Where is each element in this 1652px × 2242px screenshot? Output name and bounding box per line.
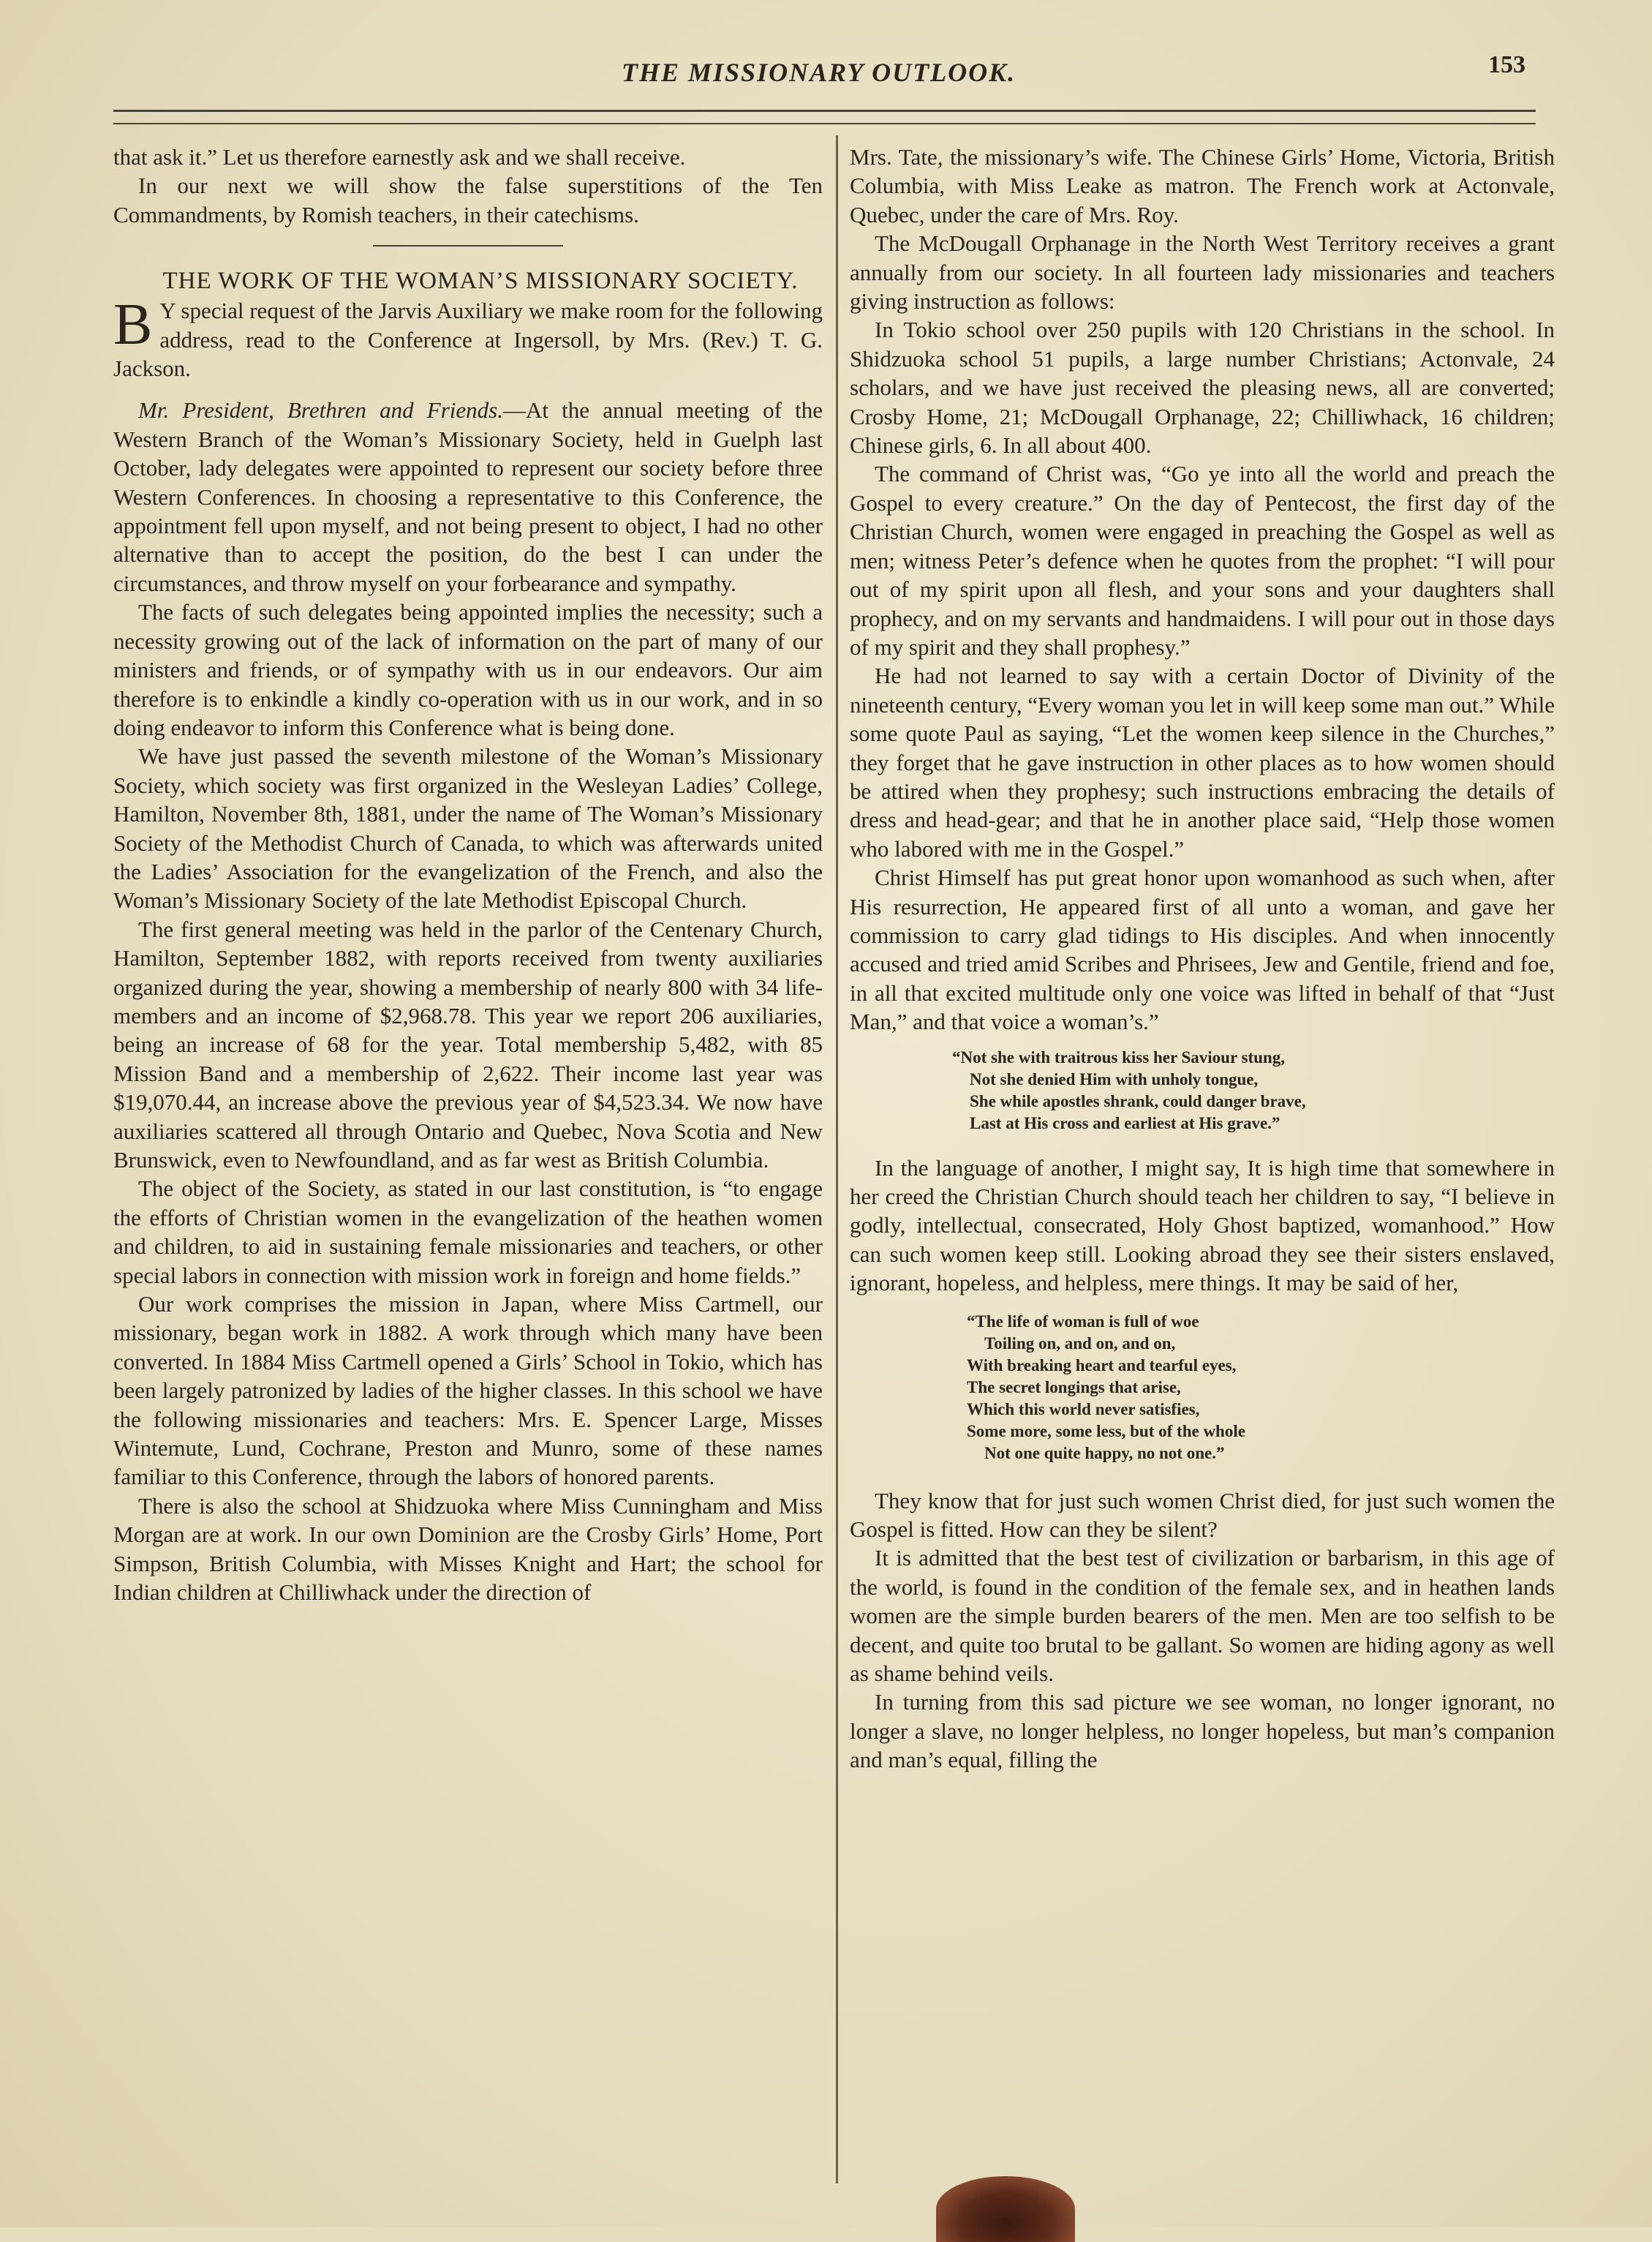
body-paragraph: Christ Himself has put great honor upon womanhood as such when, after His resurrection, He appeared first of all unto a woman, and gave her commission to carry glad tidings to His disciples. And when innocently accused and tried amid Scribes and Phrisees, Jew and Gentile, friend and foe, in all that excited multitude only one voice was lifted in behalf of that “Just Man,” and that voice a woman’s.” <box>850 865 1555 1035</box>
body-paragraph: The McDougall Orphanage in the North West Territory receives a grant annually from our society. In all fourteen lady missionaries and teachers giving instruction as follows: <box>850 230 1555 315</box>
poem-line: The secret longings that arise, <box>967 1377 1181 1396</box>
running-title: THE MISSIONARY OUTLOOK. <box>622 58 1017 87</box>
body-paragraph: The command of Christ was, “Go ye into all the world and preach the Gospel to every creature.” On the day of Pentecost, the first day of the Christian Church, women were engaged in preaching the Gospel as well as men; witness Peter’s defence when he quotes from the prophet: “I will pour out of my spirit upon all flesh, and your sons and your daughters shall prophecy, and on my servants and handmaidens. I will pour out in those days of my spirit and they shall prophesy.” <box>850 461 1555 660</box>
poem-line: Last at His cross and earliest at His grave.” <box>970 1113 1281 1132</box>
poem-line: Toiling on, and on, and on, <box>984 1333 1176 1353</box>
poem-quote <box>850 1047 1555 1135</box>
body-paragraph: Our work comprises the mission in Japan, where Miss Cartmell, our missionary, began work in 1882. A work through which many have been converted. In 1884 Miss Cartmell opened a Girls’ School in Tokio, which has been largely patronized by ladies of the higher classes. In this school we have the following missionaries and teachers: Mrs. E. Spencer Large, Misses Wintemute, Lund, Cochrane, Preston and Munro, some of these names familiar to this Conference, through the labors of honored parents. <box>113 1291 823 1490</box>
drop-cap: B <box>113 293 153 358</box>
header-rule-bottom <box>113 123 1536 124</box>
intro-paragraph: that ask it.” Let us therefore earnestly ask and we shall receive. <box>113 144 686 170</box>
page-number: 153 <box>1488 51 1525 78</box>
body-paragraph: He had not learned to say with a certain Doctor of Divinity of the nineteenth century, “Every woman you let in will keep some man out.” While some quote Paul as saying, “Let the women keep silence in the Churches,” they forget that he gave instruction in other places as to how women should be attired when they prophesy; such instructions embracing the details of dress and head-gear; and that he in another place said, “Help those women who labored with me in the Gospel.” <box>850 663 1555 862</box>
section-divider <box>373 245 563 247</box>
body-paragraph: In Tokio school over 250 pupils with 120 Christians in the school. In Shidzuoka school 51 pupils, a large number Christians; Actonvale, 24 scholars, and we have just received the pleasing news, all are converted; Crosby Home, 21; McDougall Orphanage, 22; Chilliwhack, 16 children; Chinese girls, 6. In all about 400. <box>850 317 1555 459</box>
poem-line: With breaking heart and tearful eyes, <box>967 1355 1237 1374</box>
body-paragraph: The facts of such delegates being appointed implies the necessity; such a necessity growing out of the lack of information on the part of many of our ministers and friends, or of sympathy with us in our endeavors. Our aim therefore is to enkindle a kindly co-operation with us in our work, and in so doing endeavor to inform this Conference what is being done. <box>113 599 823 740</box>
left-column <box>113 143 823 1607</box>
right-column <box>850 143 1555 1775</box>
body-paragraph: The object of the Society, as stated in our last constitution, is “to engage the efforts of Christian women in the evangelization of the heathen women and children, to aid in sustaining female missionaries and teachers, or other special labors in connection with mission work in foreign and home fields.” <box>113 1175 823 1288</box>
body-paragraph: They know that for just such women Christ died, for just such women the Gospel is fitted. How can they be silent? <box>850 1487 1555 1543</box>
article-title: THE WORK OF THE WOMAN’S MISSIONARY SOCIETY. <box>162 268 799 295</box>
body-paragraph: We have just passed the seventh milestone of the Woman’s Missionary Society, which society was first organized in the Wesleyan Ladies’ College, Hamilton, November 8th, 1881, under the name of The Woman’s Missionary Society of the Methodist Church of Canada, to which was afterwards united the Ladies’ Association for the evangelization of the French, and also the Woman’s Missionary Society of the late Methodist Episcopal Church. <box>113 743 823 914</box>
body-paragraph: It is admitted that the best test of civilization or barbarism, in this age of the world, is found in the condition of the female sex, and in heathen lands women are the simple burden bearers of the men. Men are too selfish to be decent, and quite too brutal to be gallant. So women are hiding agony as well as shame behind veils. <box>850 1545 1555 1687</box>
poem-line: “The life of woman is full of woe <box>967 1312 1199 1331</box>
poem-line: “Not she with traitrous kiss her Saviour stung, <box>952 1047 1285 1067</box>
lead-text: Y special request of the Jarvis Auxiliary we make room for the following address, read to the Conference at Ingersoll, by Mrs. (Rev.) T. G. Jackson. <box>113 298 823 382</box>
body-paragraph: In the language of another, I might say, It is high time that somewhere in her creed the Christian Church should teach her children to say, “I believe in godly, intellectual, consecrated, Holy Ghost baptized, womanhood.” How can such women keep still. Looking abroad they see their sisters enslaved, ignorant, hopeless, and helpless, mere things. It may be said of her, <box>850 1154 1555 1296</box>
poem-line: Not she denied Him with unholy tongue, <box>970 1069 1259 1088</box>
salutation-text: —At the annual meeting of the Western Branch of the Woman’s Missionary Society, held in Guelph last October, lady delegates were appointed to represent our society before three Western Conferences. In choosing a representative to this Conference, the appointment fell upon myself, and not being present to object, I had no other alternative than to accept the position, do the best I can under the circumstances, and throw myself on your forbearance and sympathy. <box>113 397 823 596</box>
poem-line: Not one quite happy, no not one.” <box>984 1443 1225 1462</box>
poem-line: Some more, some less, but of the whole <box>967 1421 1245 1440</box>
poem-line: Which this world never satisfies, <box>967 1399 1200 1418</box>
poem-quote <box>850 1311 1555 1464</box>
body-paragraph: In turning from this sad picture we see woman, no longer ignorant, no longer a slave, no longer helpless, no longer hopeless, but man’s companion and man’s equal, filling the <box>850 1689 1555 1773</box>
lead-paragraph <box>113 293 823 383</box>
paper-stain <box>936 2176 1075 2242</box>
body-paragraph: The first general meeting was held in the parlor of the Centenary Church, Hamilton, September 1882, with reports received from twenty auxiliaries organized during the year, showing a membership of nearly 800 with 34 life-members and an income of $2,968.78. This year we report 206 auxiliaries, being an increase of 68 for the year. Total membership 5,482, with 85 Mission Band and a membership of 2,622. Their income last year was $19,070.44, an increase above the previous year of $4,523.34. We now have auxiliaries scattered all through Ontario and Quebec, Nova Scotia and New Brunswick, even to Newfoundland, and as far west as British Columbia. <box>113 916 823 1173</box>
body-paragraph: There is also the school at Shidzuoka where Miss Cunningham and Miss Morgan are at work. In our own Dominion are the Crosby Girls’ Home, Port Simpson, British Columbia, with Misses Knight and Hart; the school for Indian children at Chilliwhack under the direction of <box>113 1492 823 1606</box>
poem-line: She while apostles shrank, could danger brave, <box>970 1091 1306 1110</box>
column-divider <box>836 135 838 2183</box>
header-rule-top <box>113 110 1536 112</box>
salutation: Mr. President, Brethren and Friends. <box>138 397 503 424</box>
body-paragraph: Mrs. Tate, the missionary’s wife. The Chinese Girls’ Home, Victoria, British Columbia, with Miss Leake as matron. The French work at Actonvale, Quebec, under the care of Mrs. Roy. <box>850 144 1555 227</box>
body-paragraph <box>113 396 823 598</box>
intro-paragraph: In our next we will show the false superstitions of the Ten Commandments, by Romish teachers, in their catechisms. <box>113 173 823 227</box>
